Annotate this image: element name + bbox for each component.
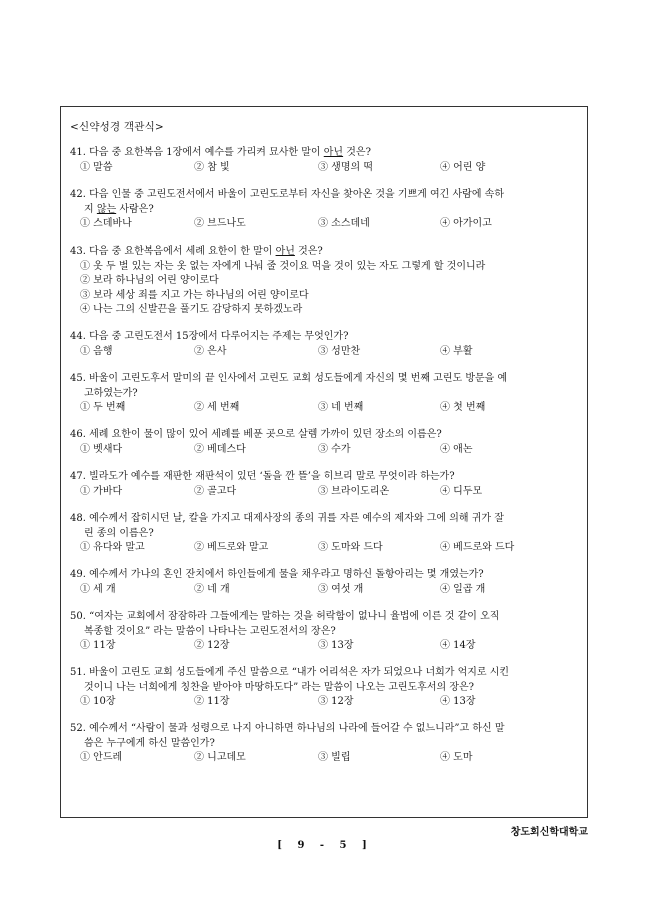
school-name: 창도회신학대학교: [510, 827, 588, 838]
option-4[interactable]: ④ 베드로와 드다: [440, 542, 515, 553]
option-1[interactable]: ① 벳새다: [80, 443, 123, 455]
option-1[interactable]: ① 세 개: [80, 583, 116, 595]
question-text: 바울이 고린도후서 말미의 끝 인사에서 고린도 교회 성도들에게 자신의 몇 번째 고린도 방문을 예: [89, 373, 508, 384]
option-3[interactable]: ③ 도마와 드다: [318, 542, 383, 553]
question-text-end: 것은?: [294, 246, 323, 257]
option-4[interactable]: ④ 디두모: [440, 485, 483, 497]
option-4[interactable]: ④ 13장: [440, 696, 476, 707]
option-1[interactable]: ① 안드레: [80, 752, 123, 763]
option-3[interactable]: ③ 네 번째: [318, 402, 364, 413]
option-1[interactable]: ① 스데바나: [80, 218, 132, 229]
option-2[interactable]: ② 네 개: [194, 583, 230, 595]
option-2[interactable]: ② 베데스다: [194, 443, 246, 455]
option-row: [70, 485, 582, 500]
question-48: [70, 512, 582, 556]
question-stem: [70, 330, 582, 345]
question-stem: [70, 188, 582, 217]
question-stem: [70, 146, 582, 161]
option-4[interactable]: ④ 일곱 개: [440, 583, 486, 595]
option-2[interactable]: ② 11장: [194, 696, 230, 707]
question-44: [70, 330, 582, 360]
question-continuation: [70, 681, 582, 696]
continuation-text: 고하였는가?: [84, 387, 138, 399]
question-stem: [70, 512, 582, 541]
question-49: [70, 568, 582, 598]
question-continuation: [70, 737, 582, 752]
option-3[interactable]: ③ 수가: [318, 443, 351, 455]
question-number: 46.: [70, 429, 90, 440]
option-4[interactable]: ④ 14장: [440, 640, 476, 651]
question-stem: [70, 372, 582, 401]
question-continuation: [70, 387, 582, 402]
option-row: [70, 217, 582, 232]
option-4[interactable]: ④ 아가이고: [440, 218, 492, 229]
option-1[interactable]: ① 말씀: [80, 161, 113, 173]
continuation-text: 복종할 것이요” 라는 말씀이 나타나는 고린도전서의 장은?: [84, 625, 336, 637]
continuation-text: 린 종의 이름은?: [84, 527, 154, 539]
question-text: 빌라도가 예수를 재판한 재판석이 있던 ‘돌을 깐 뜰’을 히브리 말로 무엇이라 하는가?: [89, 471, 455, 482]
option-row: [70, 161, 582, 176]
option-4[interactable]: ④ 부활: [440, 345, 473, 357]
option-4[interactable]: ④ 나는 그의 신발끈을 풀기도 감당하지 못하겠노라: [80, 304, 303, 315]
option-2[interactable]: ② 12장: [194, 640, 230, 651]
question-text: 다음 인물 중 고린도전서에서 바울이 고린도로부터 자신을 찾아온 것을 기쁘게 여긴 사람에 속하: [89, 189, 504, 200]
option-1[interactable]: ① 가바다: [80, 485, 123, 497]
question-number: 52.: [70, 723, 90, 734]
option-4[interactable]: ④ 도마: [440, 752, 473, 763]
question-stem: [70, 610, 582, 639]
option-2[interactable]: ② 니고데모: [194, 752, 246, 763]
question-45: [70, 372, 582, 416]
question-continuation: [70, 203, 582, 218]
option-3[interactable]: ③ 성만찬: [318, 345, 361, 357]
question-stem: [70, 722, 582, 751]
option-1[interactable]: ① 유다와 말고: [80, 542, 145, 553]
question-text: 다음 중 요한복음에서 세례 요한이 한 말이: [89, 246, 276, 257]
option-row: [70, 695, 582, 710]
option-1[interactable]: ① 옷 두 벌 있는 자는 옷 없는 자에게 나눠 줄 것이요 먹을 것이 있는 자도 그렇게 할 것이니라: [80, 260, 486, 272]
option-3[interactable]: ③ 13장: [318, 640, 354, 651]
option-1[interactable]: ① 두 번째: [80, 402, 126, 413]
section-title: <신약성경 객관식>: [70, 121, 164, 133]
question-text: 세례 요한이 물이 많이 있어 세례를 베푼 곳으로 살렘 가까이 있던 장소의 이름은?: [89, 429, 442, 440]
option-row: [70, 401, 582, 416]
option-row: [70, 583, 582, 598]
option-3[interactable]: ③ 생명의 떡: [318, 161, 373, 173]
option-4[interactable]: ④ 첫 번째: [440, 402, 486, 413]
underlined-word: 아닌: [275, 246, 295, 257]
option-2[interactable]: ② 골고다: [194, 485, 237, 497]
question-text: 바울이 고린도 교회 성도들에게 주신 말씀으로 “내가 어리석은 자가 되었으나 너희가 억지로 시킨: [89, 667, 510, 678]
option-row: [70, 751, 582, 766]
continuation-text: 것이니 나는 너희에게 칭찬을 받아야 마땅하도다” 라는 말씀이 나오는 고린도후서의 장은?: [84, 681, 475, 693]
option-2[interactable]: ② 은사: [194, 345, 227, 357]
question-stem: [70, 428, 582, 443]
option-2[interactable]: ② 세 번째: [194, 402, 240, 413]
option-3[interactable]: ③ 12장: [318, 696, 354, 707]
question-number: 47.: [70, 471, 90, 482]
option-row: [70, 443, 582, 458]
question-continuation: [70, 625, 582, 640]
question-stem: [70, 568, 582, 583]
option-2[interactable]: ② 베드로와 말고: [194, 542, 269, 553]
question-41: [70, 146, 582, 176]
option-4[interactable]: ④ 어린 양: [440, 161, 486, 173]
question-50: [70, 610, 582, 654]
option-3[interactable]: ③ 소스데네: [318, 218, 370, 229]
question-43: [70, 245, 582, 318]
continuation-text-end: 사람은?: [116, 203, 154, 215]
option-3[interactable]: ③ 브라이도리온: [318, 485, 390, 497]
option-4[interactable]: ④ 애논: [440, 443, 473, 455]
option-1[interactable]: ① 음행: [80, 345, 113, 357]
option-2[interactable]: ② 보라 하나님의 어린 양이로다: [80, 275, 219, 286]
option-row: [70, 639, 582, 654]
question-text: “여자는 교회에서 잠잠하라 그들에게는 말하는 것을 허락함이 없나니 율법에 이른 것 같이 오직: [89, 611, 500, 622]
page-number: [ 9 - 5 ]: [277, 840, 373, 851]
question-42: [70, 188, 582, 232]
question-47: [70, 470, 582, 500]
option-list: [70, 260, 582, 318]
question-text: 다음 중 요한복음 1장에서 예수를 가리켜 묘사한 말이: [89, 147, 324, 158]
option-row: [70, 541, 582, 556]
question-text: 다음 중 고린도전서 15장에서 다루어지는 주제는 무엇인가?: [89, 331, 349, 342]
question-text: 예수께서 가나의 혼인 잔치에서 하인들에게 물을 채우라고 명하신 돌항아리는 몇 개였는가?: [89, 569, 484, 580]
option-2[interactable]: ② 참 빛: [194, 161, 230, 173]
question-continuation: [70, 527, 582, 542]
question-stem: [70, 245, 582, 260]
question-text-end: 것은?: [343, 147, 371, 158]
underlined-word: 아닌: [323, 147, 344, 158]
option-1[interactable]: ① 10장: [80, 696, 116, 707]
underlined-word: 않는: [96, 203, 117, 215]
question-text: 예수께서 잡히시던 날, 칼을 가지고 대제사장의 종의 귀를 자른 예수의 제자와 그에 의해 귀가 잘: [89, 513, 504, 524]
question-52: [70, 722, 582, 766]
question-number: 51.: [70, 667, 90, 678]
question-stem: [70, 666, 582, 695]
question-stem: [70, 470, 582, 485]
continuation-text: 지: [84, 203, 97, 215]
option-3[interactable]: ③ 빌립: [318, 752, 351, 763]
question-number: 45.: [70, 373, 90, 384]
question-51: [70, 666, 582, 710]
option-1[interactable]: ① 11장: [80, 640, 116, 651]
question-text: 예수께서 “사람이 물과 성령으로 나지 아니하면 하나님의 나라에 들어갈 수 없느니라”고 하신 말: [89, 723, 505, 734]
option-3[interactable]: ③ 보라 세상 죄를 지고 가는 하나님의 어린 양이로다: [80, 289, 309, 301]
question-number: 49.: [70, 569, 90, 580]
question-number: 44.: [70, 331, 90, 342]
question-number: 42.: [70, 189, 90, 200]
question-number: 48.: [70, 513, 90, 524]
option-row: [70, 345, 582, 360]
question-number: 43.: [70, 246, 90, 257]
continuation-text: 씀은 누구에게 하신 말씀인가?: [84, 737, 215, 749]
question-number: 41.: [70, 147, 90, 158]
question-number: 50.: [70, 611, 90, 622]
option-3[interactable]: ③ 여섯 개: [318, 583, 364, 595]
option-2[interactable]: ② 브드나도: [194, 218, 246, 229]
question-46: [70, 428, 582, 458]
